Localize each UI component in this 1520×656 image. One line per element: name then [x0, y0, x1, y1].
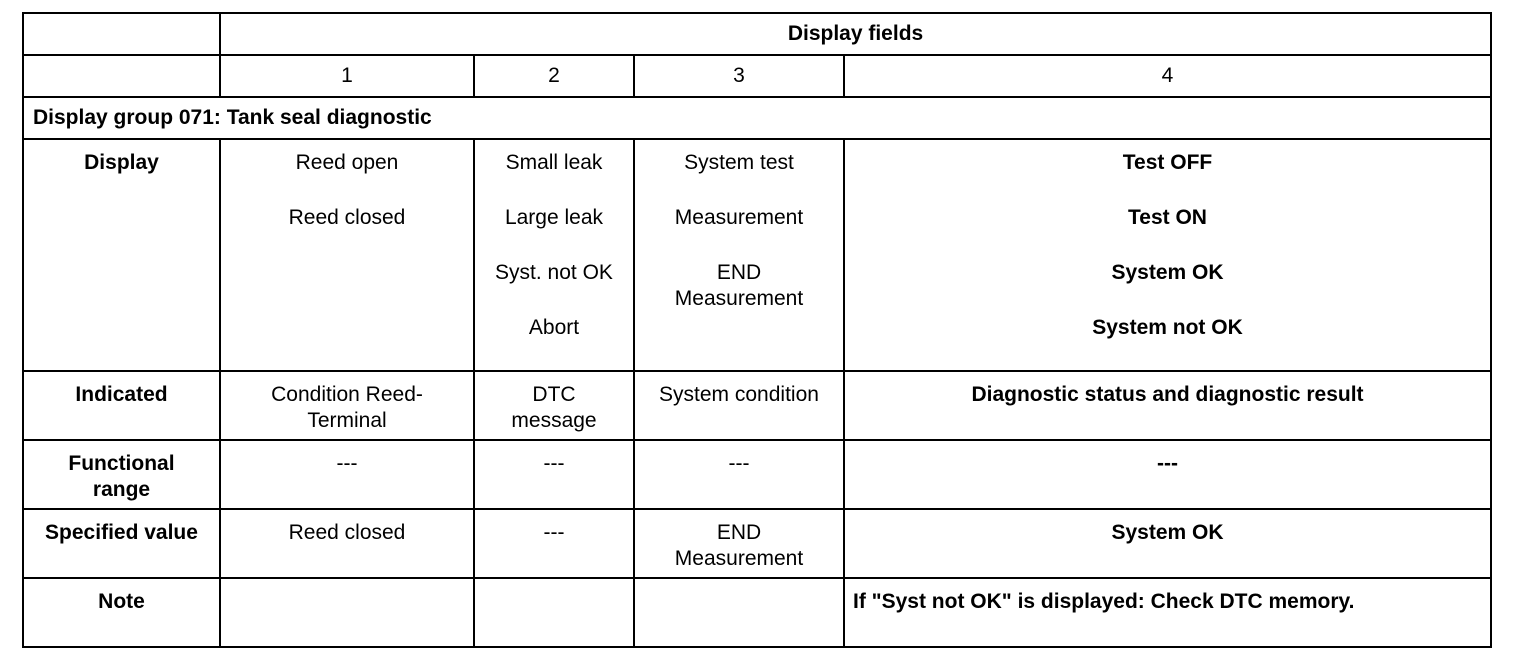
row-label-note — [23, 578, 220, 647]
display-col1 — [220, 139, 474, 371]
display-col4-item: Test OFF — [1122, 151, 1213, 174]
row-label-functional-range — [23, 440, 220, 509]
functional-range-row — [23, 440, 1491, 509]
specified-value-col1-text: Reed closed — [288, 521, 406, 544]
functional-range-col3-text: --- — [728, 452, 750, 475]
note-col3-text — [635, 579, 843, 589]
display-col2-item: Small leak — [505, 151, 603, 174]
display-col2-item: Large leak — [504, 206, 604, 229]
field-number-3: 3 — [634, 55, 844, 97]
display-col4-item: Test ON — [1128, 206, 1207, 229]
specified-value-col2 — [474, 509, 634, 578]
note-col3 — [634, 578, 844, 647]
row-label-display — [23, 139, 220, 371]
indicated-col1 — [220, 371, 474, 440]
row-label-functional-range-text: Functional range — [68, 452, 175, 501]
display-group-table — [22, 12, 1492, 648]
note-col4-text: If "Syst not OK" is displayed: Check DTC memory. — [853, 590, 1355, 613]
field-number-row — [23, 55, 1491, 97]
specified-value-col4-text: System OK — [1111, 521, 1224, 544]
specified-value-col1 — [220, 509, 474, 578]
display-col1-item: Reed open — [295, 151, 399, 174]
display-col4-item: System OK — [1111, 261, 1224, 284]
display-col4-item: System not OK — [1092, 316, 1243, 339]
display-col3-item: Measurement — [674, 206, 804, 229]
functional-range-col1-text: --- — [336, 452, 358, 475]
specified-value-col2-text: --- — [543, 521, 565, 544]
display-col2-item: Abort — [528, 316, 580, 339]
header-row — [23, 13, 1491, 55]
display-fields-header: Display fields — [220, 13, 1491, 55]
row-label-specified-value — [23, 509, 220, 578]
functional-range-col4-text: --- — [1157, 452, 1178, 475]
note-row — [23, 578, 1491, 647]
specified-value-col3-text: END Measurement — [674, 521, 804, 570]
specified-value-col4 — [844, 509, 1491, 578]
specified-value-row — [23, 509, 1491, 578]
indicated-col4-text: Diagnostic status and diagnostic result — [971, 383, 1364, 406]
specified-value-col3 — [634, 509, 844, 578]
functional-range-col2 — [474, 440, 634, 509]
indicated-col2 — [474, 371, 634, 440]
display-col4 — [844, 139, 1491, 371]
display-col2-item: Syst. not OK — [495, 261, 613, 284]
functional-range-col2-text: --- — [543, 452, 565, 475]
row-label-indicated — [23, 371, 220, 440]
indicated-col1-text: Condition Reed-Terminal — [271, 383, 423, 432]
row-label-display-text: Display — [84, 151, 159, 174]
indicated-col3 — [634, 371, 844, 440]
group-title-row — [23, 97, 1491, 139]
display-col1-item: Reed closed — [288, 206, 406, 229]
note-col1-text — [221, 579, 473, 589]
functional-range-col1 — [220, 440, 474, 509]
note-col4 — [844, 578, 1491, 647]
row-label-indicated-text: Indicated — [75, 383, 168, 406]
row-label-note-text: Note — [98, 590, 145, 613]
field-number-1: 1 — [220, 55, 474, 97]
note-col1 — [220, 578, 474, 647]
display-col3-item: System test — [684, 151, 794, 174]
field-number-2: 2 — [474, 55, 634, 97]
row-label-specified-value-text: Specified value — [45, 521, 198, 544]
functional-range-col4 — [844, 440, 1491, 509]
corner-cell-2 — [23, 55, 220, 97]
indicated-col3-text: System condition — [659, 383, 819, 406]
display-col3-item: END Measurement — [674, 261, 804, 310]
display-col2 — [474, 139, 634, 371]
indicated-col4 — [844, 371, 1491, 440]
field-number-4: 4 — [844, 55, 1491, 97]
display-col3 — [634, 139, 844, 371]
note-col2-text — [475, 579, 633, 589]
indicated-col2-text: DTC message — [511, 383, 597, 432]
note-col2 — [474, 578, 634, 647]
functional-range-col3 — [634, 440, 844, 509]
corner-cell — [23, 13, 220, 55]
display-row — [23, 139, 1491, 371]
group-title: Display group 071: Tank seal diagnostic — [23, 97, 1491, 139]
indicated-row — [23, 371, 1491, 440]
